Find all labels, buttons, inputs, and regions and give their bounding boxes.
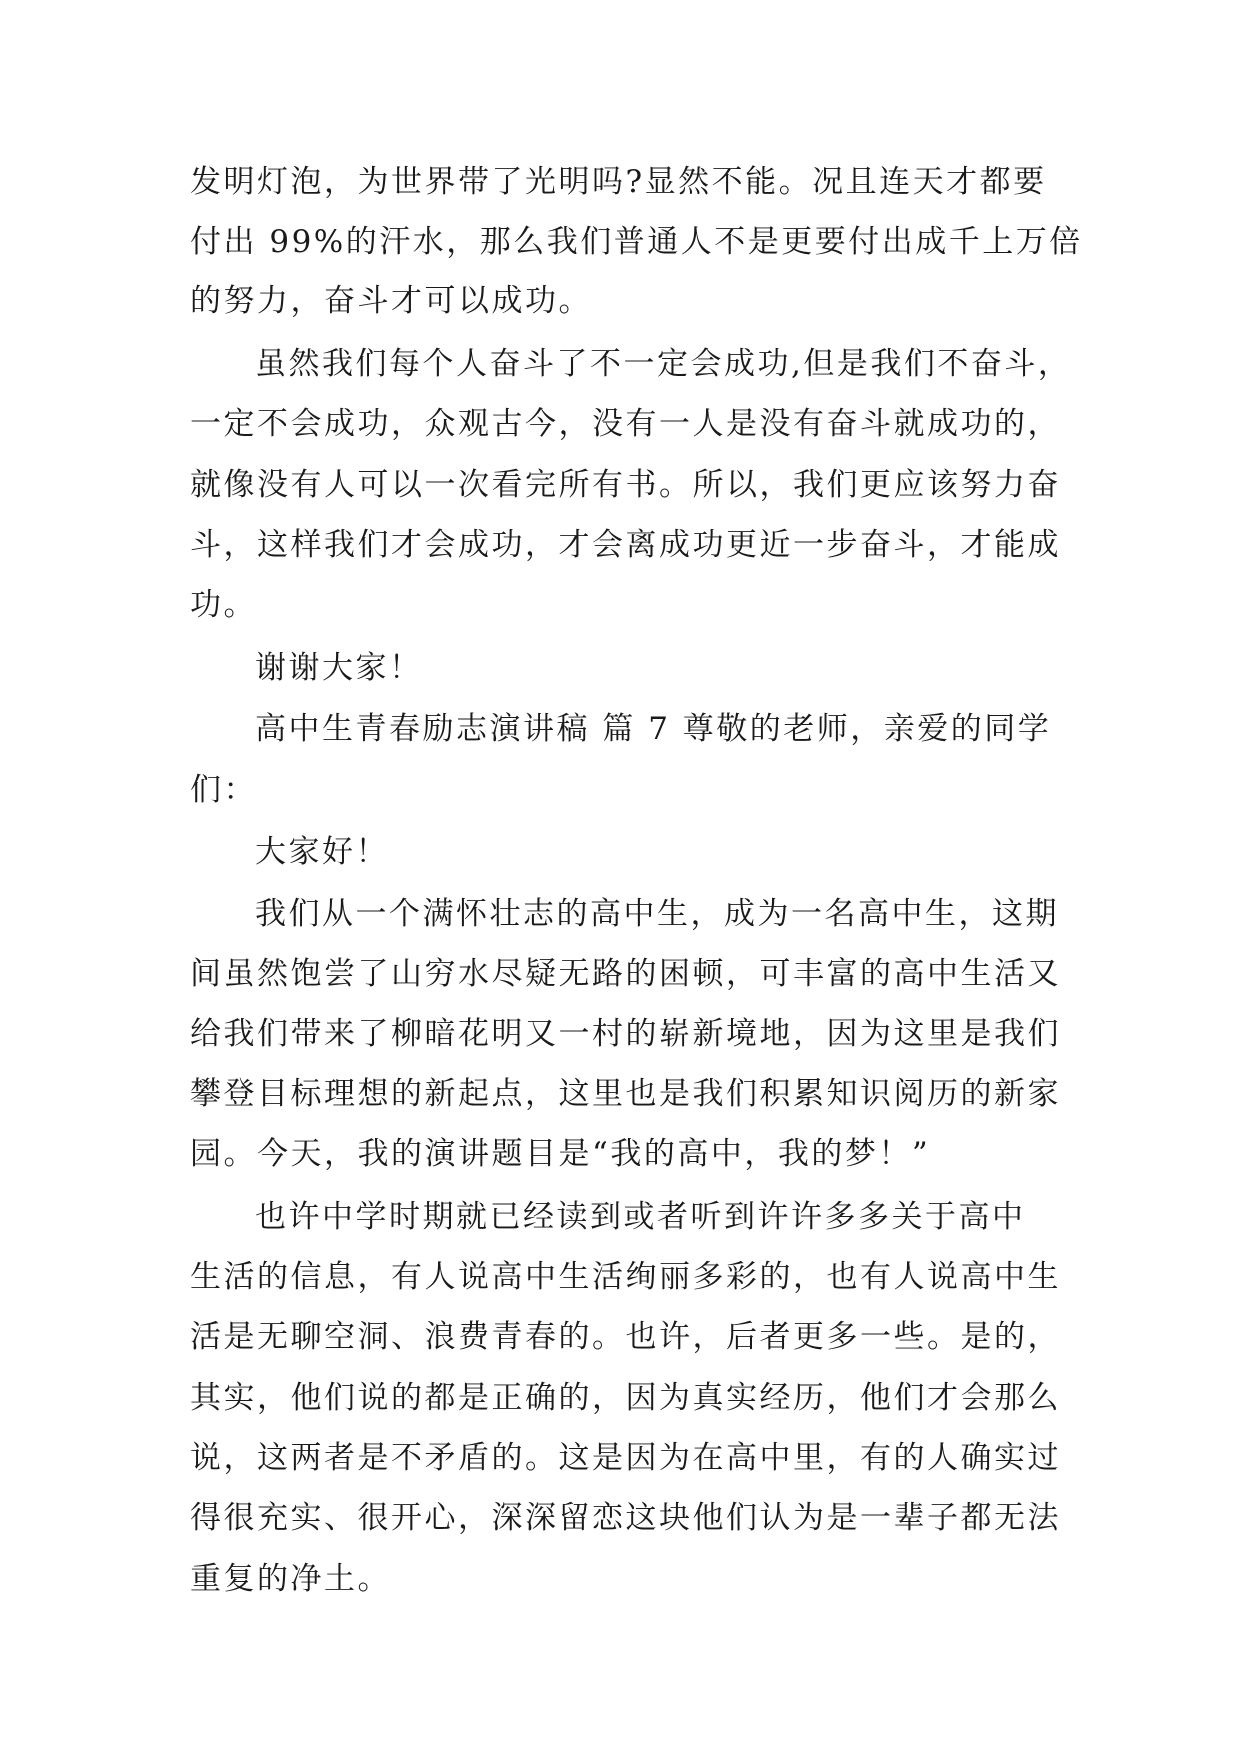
body-text-line: 我们从一个满怀壮志的高中生，成为一名高中生，这期 — [255, 896, 1059, 932]
body-text-line: 重复的净土。 — [190, 1561, 391, 1597]
body-text-line: 也许中学时期就已经读到或者听到许许多多关于高中 — [255, 1199, 1026, 1235]
body-text-line: 就像没有人可以一次看完所有书。所以，我们更应该努力奋 — [190, 467, 1061, 503]
body-text-line: 得很充实、很开心，深深留恋这块他们认为是一辈子都无法 — [190, 1500, 1061, 1536]
body-text-line: 发明灯泡，为世界带了光明吗?显然不能。况且连天才都要 — [190, 164, 1047, 200]
body-text-line: 其实，他们说的都是正确的，因为真实经历，他们才会那么 — [190, 1380, 1061, 1416]
body-text-line: 攀登目标理想的新起点，这里也是我们积累知识阅历的新家 — [190, 1076, 1061, 1112]
body-text-line: 付出 99%的汗水，那么我们普通人不是更要付出成千上万倍 — [190, 224, 1083, 260]
body-text-line: 给我们带来了柳暗花明又一村的崭新境地，因为这里是我们 — [190, 1016, 1061, 1052]
body-text-line: 生活的信息，有人说高中生活绚丽多彩的，也有人说高中生 — [190, 1259, 1061, 1295]
body-text-line: 活是无聊空洞、浪费青春的。也许，后者更多一些。是的， — [190, 1319, 1061, 1355]
body-text-line: 的努力，奋斗才可以成功。 — [190, 283, 592, 319]
section-heading: 们： — [190, 772, 257, 808]
body-text-line: 园。今天，我的演讲题目是“我的高中，我的梦！” — [190, 1136, 931, 1172]
body-text-line: 斗，这样我们才会成功，才会离成功更近一步奋斗，才能成 — [190, 527, 1061, 563]
greeting-line: 大家好！ — [255, 834, 389, 870]
body-text-line: 一定不会成功，众观古今，没有一人是没有奋斗就成功的， — [190, 406, 1061, 442]
section-heading: 高中生青春励志演讲稿 篇 7 尊敬的老师，亲爱的同学 — [255, 711, 1052, 747]
body-text-line: 说，这两者是不矛盾的。这是因为在高中里，有的人确实过 — [190, 1440, 1061, 1476]
body-text-line: 间虽然饱尝了山穷水尽疑无路的困顿，可丰富的高中生活又 — [190, 956, 1061, 992]
body-text-line: 虽然我们每个人奋斗了不一定会成功,但是我们不奋斗， — [255, 346, 1072, 382]
closing-line: 谢谢大家！ — [255, 650, 423, 686]
body-text-line: 功。 — [190, 587, 257, 623]
